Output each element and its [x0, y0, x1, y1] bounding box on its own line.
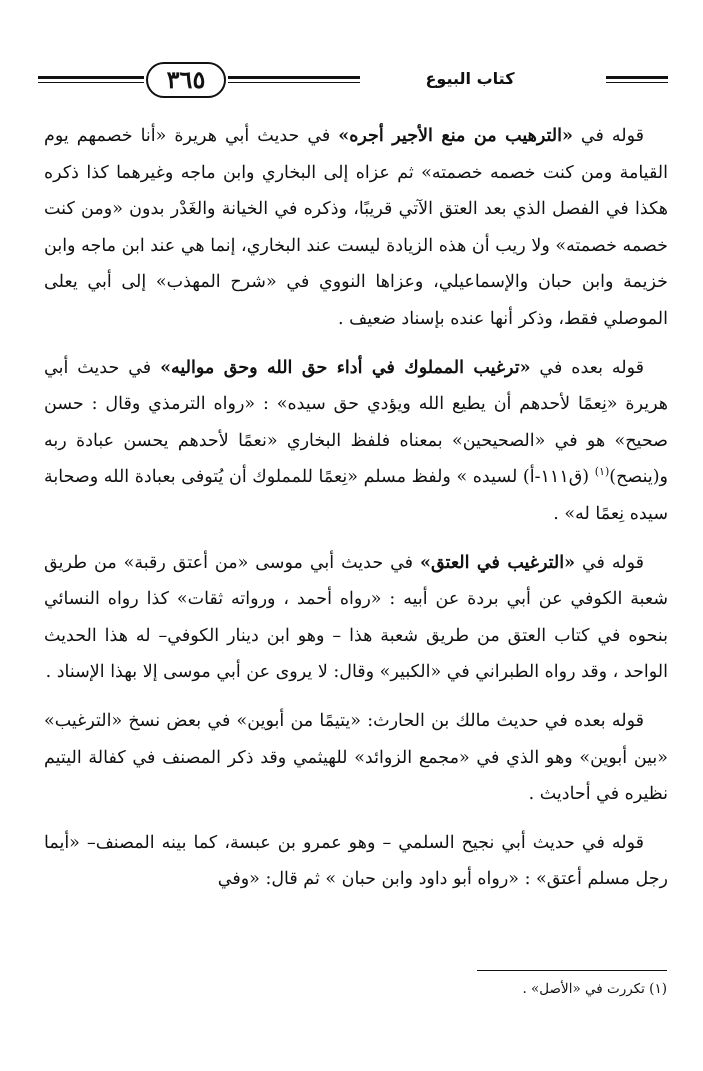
header-rule-middle [228, 76, 360, 86]
book-title: كتاب البيوع [425, 69, 515, 88]
paragraph [44, 825, 668, 898]
paragraph-text: في حديث أبي موسى «من أعتق رقبة» من طريق شعبة الكوفي عن أبي بردة عن أبيه : «رواه أحمد ، ورواته ثقات» كذا رواه النسائي بنحوه في كتاب العتق من طريق شعبة هذا – وهو ابن دينار الكوفي– له هذا الحديث الواحد ، وقد رواه الطبراني في «الكبير» وقال: لا يروى عن أبي موسى إلا بهذا الإسناد . [44, 552, 668, 683]
chapter-reference: «ترغيب المملوك في أداء حق الله وحق مواليه» [160, 357, 531, 378]
paragraph-text: (ق١١١-أ) لسيده » ولفظ مسلم «نِعمًا للمملوك أن يُتوفى بعبادة الله وصحابة سيده نِعمًا له» . [44, 467, 668, 524]
footnote-separator [477, 970, 667, 971]
page-number: ٣٦٥ [146, 62, 226, 98]
paragraph-text: قوله بعده في حديث مالك بن الحارث: «يتيمًا من أبوين» في بعض نسخ «الترغيب» «بين أبوين» وهو الذي في «مجمع الزوائد» للهيثمي وقد ذكر المصنف في كفالة اليتيم نظيره في أحاديث . [44, 710, 668, 805]
paragraph-text: قوله في [575, 552, 644, 573]
chapter-reference: «الترغيب في العتق» [420, 552, 576, 573]
main-text [44, 118, 668, 910]
page-header [38, 62, 668, 106]
paragraph-text: في حديث أبي هريرة «نِعمًا لأحدهم أن يطيع الله ويؤدي حق سيده» : «رواه الترمذي وقال : حسن صحيح» هو في «الصحيحين» بمعناه فلفظ البخاري «نعمًا لأحدهم يحسن عبادة ربه و(ينصح) [44, 357, 668, 488]
paragraph [44, 118, 668, 338]
footnote-marker: (١) [594, 465, 610, 479]
footnote: (١) تكررت في «الأصل» . [522, 981, 667, 997]
paragraph-text: قوله في [572, 126, 644, 146]
paragraph [44, 703, 668, 813]
paragraph-text: قوله في حديث أبي نجيح السلمي – وهو عمرو بن عبسة، كما بينه المصنف– «أيما رجل مسلم أعتق» : «رواه أبو داود وابن حبان » ثم قال: «وفي [44, 832, 668, 890]
paragraph-text: في حديث أبي هريرة «أنا خصمهم يوم القيامة ومن كنت خصمه خصمته» ثم عزاه إلى البخاري وابن ماجه وغيرهما كذا ذكره هكذا في الفصل الذي بعد العتق الآتي قريبًا، وذكره في الخيانة والغَدْر بدون «ومن كنت خصمه خصمته» ولا ريب أن هذه الزيادة ليست عند البخاري، إنما هي عند ابن ماجه وابن خزيمة وابن حبان والإسماعيلي، وعزاها النووي في «شرح المهذب» إلى أبي يعلى الموصلي فقط، وذكر أنها عنده بإسناد ضعيف . [44, 126, 668, 329]
chapter-reference: «الترهيب من منع الأجير أجره» [338, 126, 573, 146]
header-rule-left [38, 76, 144, 86]
paragraph [44, 545, 668, 691]
paragraph-text: قوله بعده في [530, 357, 644, 378]
header-rule-right [606, 76, 668, 86]
paragraph [44, 350, 668, 533]
